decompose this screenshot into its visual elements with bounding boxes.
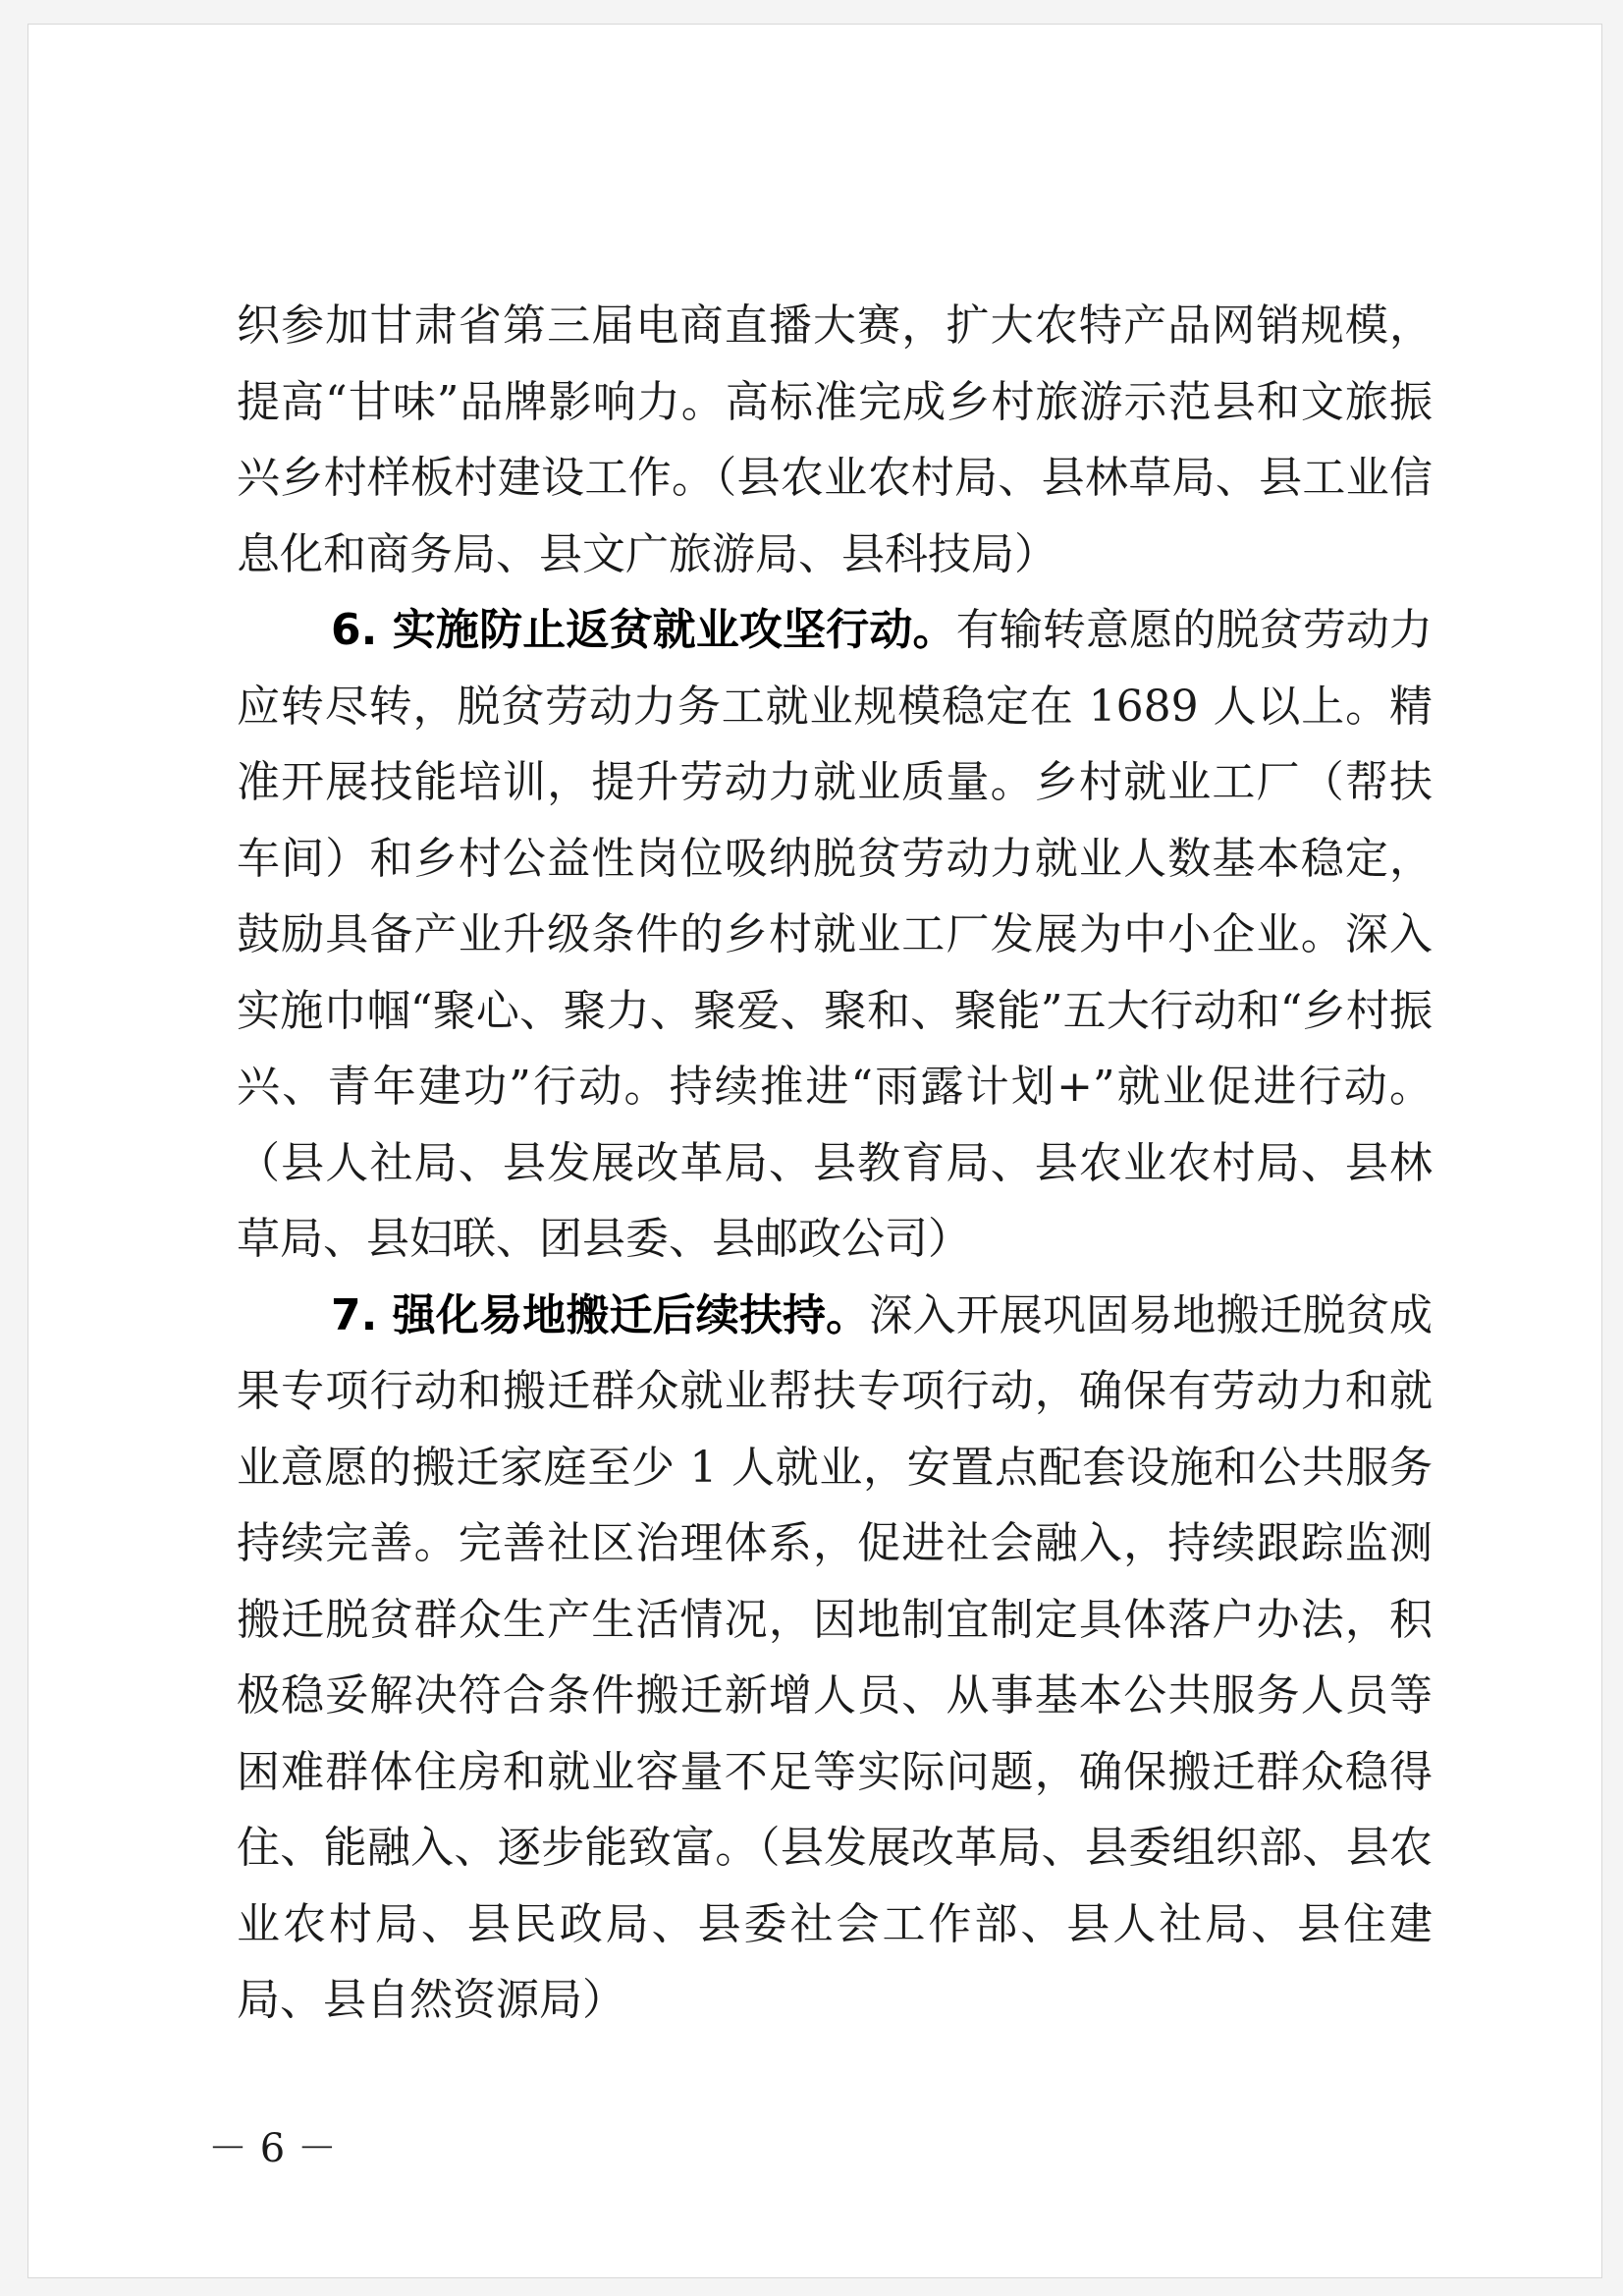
paragraph-continuation-text: 织参加甘肃省第三届电商直播大赛，扩大农特产品网销规模，提高“甘味”品牌影响力。高标准完成乡村旅游示范县和文旅振兴乡村样板村建设工作。（县农业农村局、县林草局、县工业信息化和商务局、县文广旅游局、县科技局） [237, 301, 1433, 579]
section-6-body: 有输转意愿的脱贫劳动力应转尽转，脱贫劳动力务工就业规模稳定在 1689 人以上。精准开展技能培训，提升劳动力就业质量。乡村就业工厂（帮扶车间）和乡村公益性岗位吸纳脱贫劳动力就业人数基本稳定，鼓励具备产业升级条件的乡村就业工厂发展为中小企业。深入实施巾帼“聚心、聚力、聚爱、聚和、聚能”五大行动和“乡村振兴、青年建功”行动。持续推进“雨露计划+”就业促进行动。（县人社局、县发展改革局、县教育局、县农业农村局、县林草局、县妇联、团县委、县邮政公司） [237, 605, 1434, 1264]
section-7-paragraph [237, 1278, 1433, 2039]
section-6-heading: 6. 实施防止返贫就业攻坚行动。 [331, 605, 956, 655]
section-6-paragraph [237, 592, 1433, 1278]
page-number: － 6 － [208, 2126, 337, 2171]
document-body [237, 288, 1433, 2039]
document-page [27, 24, 1602, 2278]
section-7-body: 深入开展巩固易地搬迁脱贫成果专项行动和搬迁群众就业帮扶专项行动，确保有劳动力和就业意愿的搬迁家庭至少 1 人就业，安置点配套设施和公共服务持续完善。完善社区治理体系，促进社会融入，持续跟踪监测搬迁脱贫群众生产生活情况，因地制宜制定具体落户办法，积极稳妥解决符合条件搬迁新增人员、从事基本公共服务人员等困难群体住房和就业容量不足等实际问题，确保搬迁群众稳得住、能融入、逐步能致富。（县发展改革局、县委组织部、县农业农村局、县民政局、县委社会工作部、县人社局、县住建局、县自然资源局） [237, 1289, 1433, 2025]
paragraph-continuation [237, 288, 1433, 592]
section-7-heading: 7. 强化易地搬迁后续扶持。 [331, 1289, 870, 1340]
